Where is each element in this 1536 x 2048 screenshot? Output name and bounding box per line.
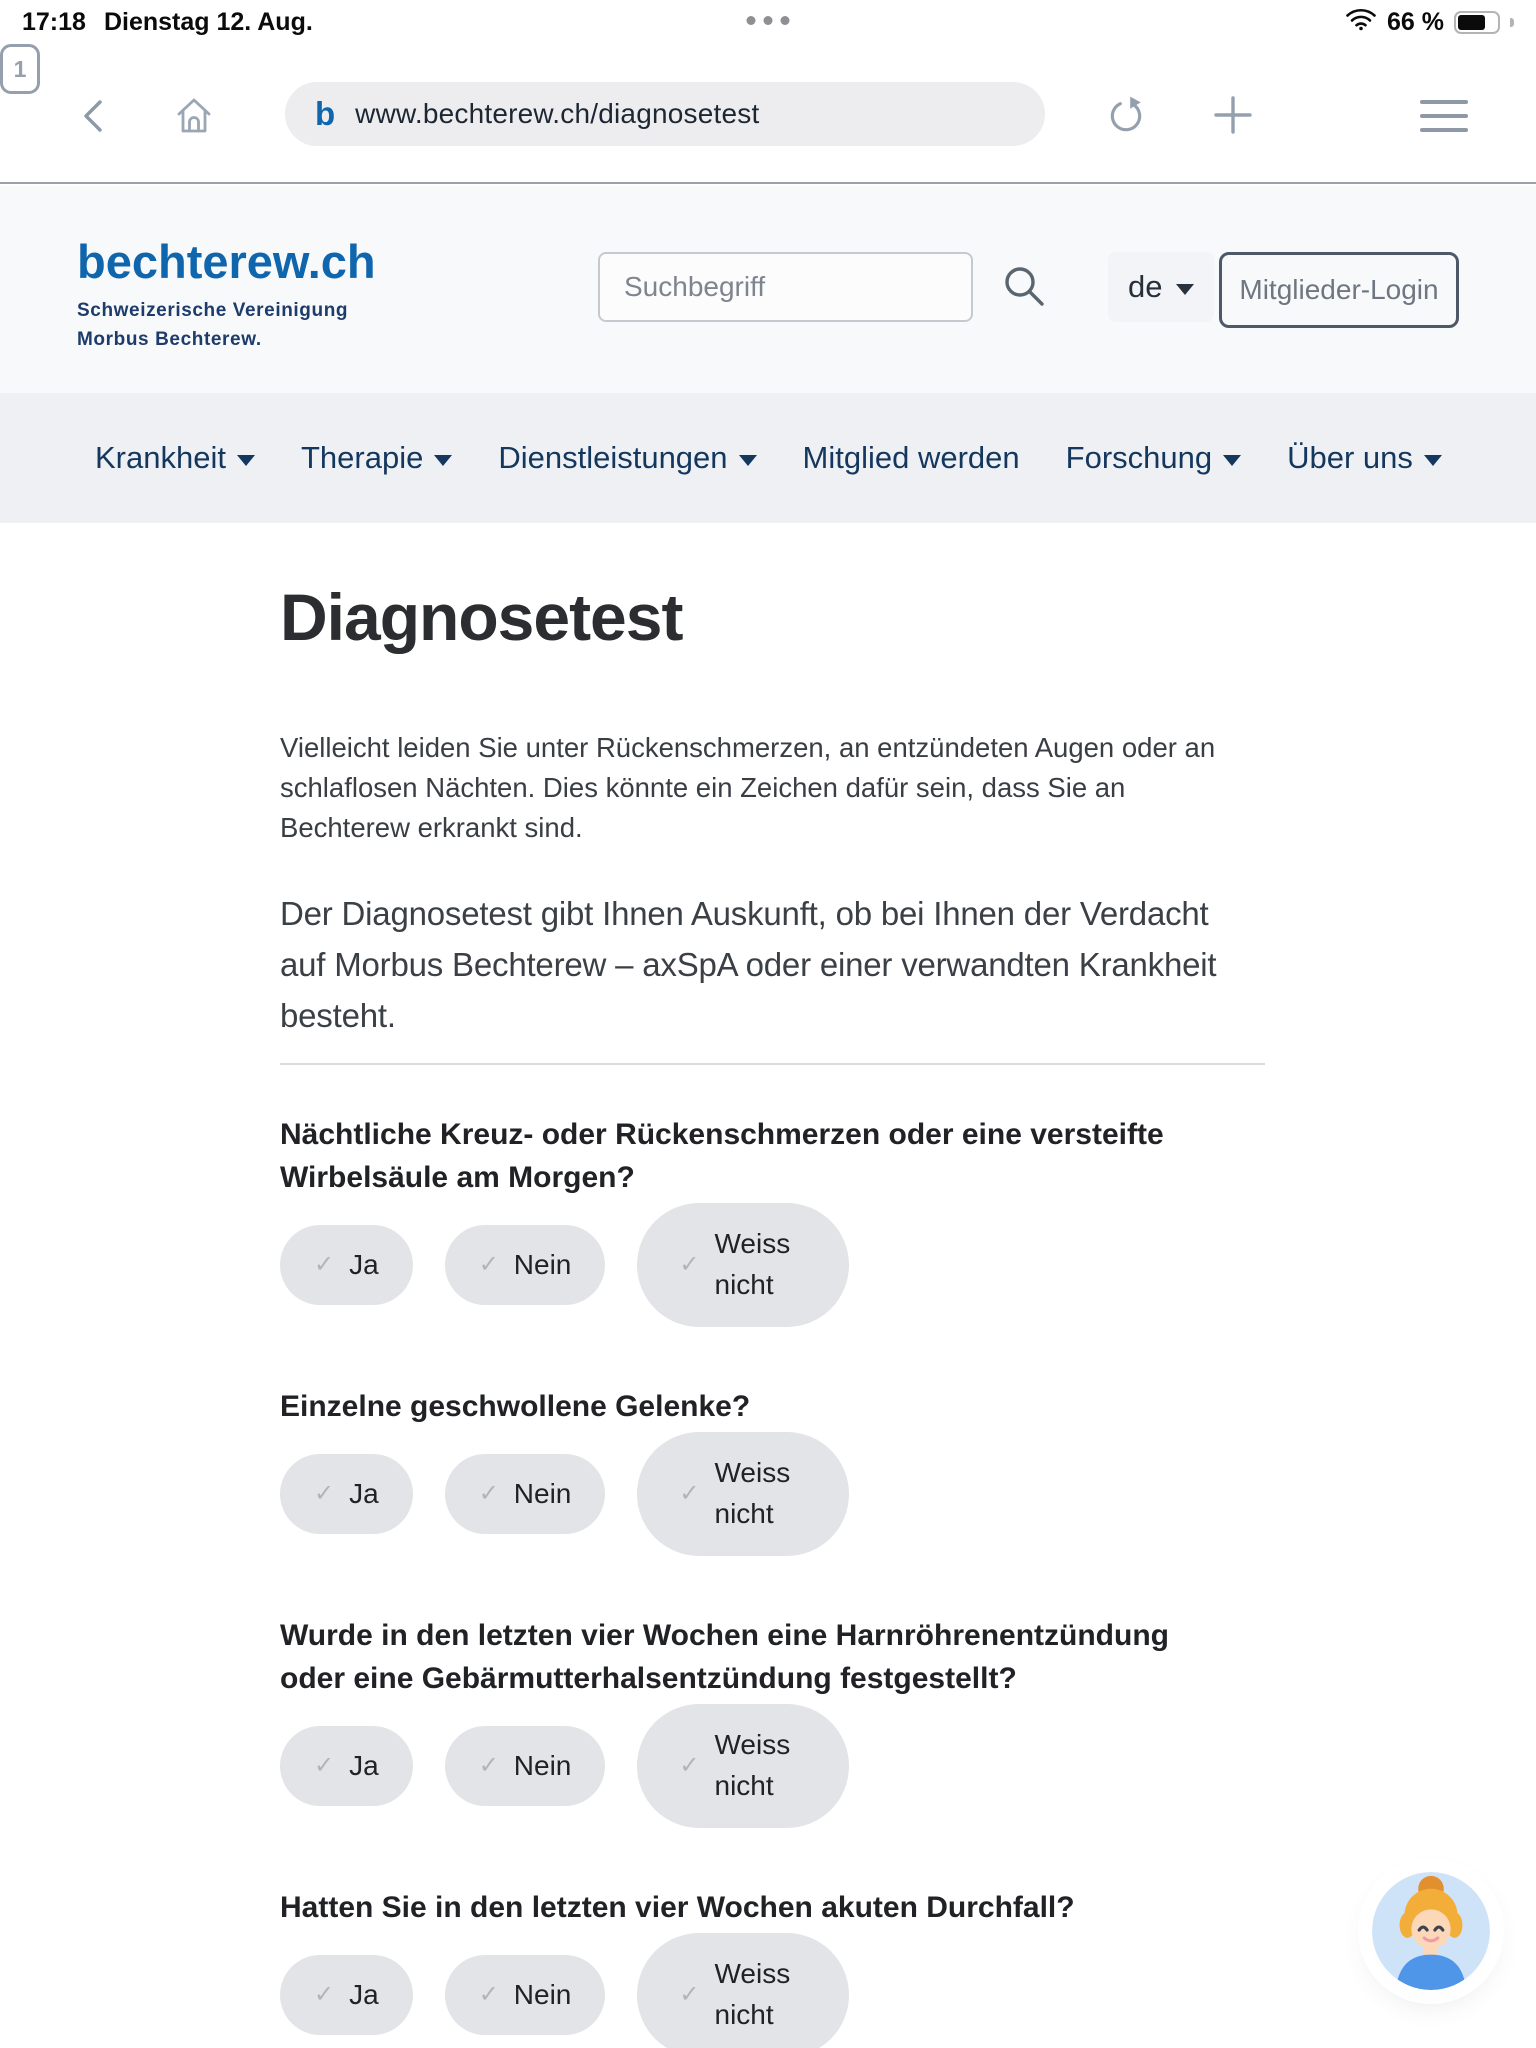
- chevron-down-icon: [237, 455, 255, 466]
- intro-paragraph-2: Der Diagnosetest gibt Ihnen Auskunft, ob bei Ihnen der Verdacht auf Morbus Bechterew – axSpA oder einer verwandten Krankheit besteht.: [280, 894, 1217, 1034]
- section-divider: [280, 1063, 1265, 1065]
- status-bar: [0, 0, 1536, 44]
- answer-weiss-nicht-button[interactable]: ✓ Weiss nicht: [637, 1203, 848, 1327]
- check-icon: ✓: [478, 1250, 499, 1278]
- check-icon: ✓: [679, 1250, 700, 1278]
- chevron-down-icon: [739, 455, 757, 466]
- status-time: 17:18: [22, 7, 86, 36]
- wifi-icon: [1345, 7, 1377, 38]
- question-block-3: [280, 1614, 1265, 1830]
- url-text: www.bechterew.ch/diagnosetest: [355, 98, 760, 129]
- check-icon: ✓: [679, 1980, 700, 2008]
- search-button[interactable]: [1000, 262, 1048, 313]
- question-block-1: [280, 1113, 1265, 1329]
- question-block-2: [280, 1385, 1265, 1558]
- logo-subtitle: Schweizerische Vereinigung Morbus Bechterew.: [77, 300, 349, 350]
- chevron-down-icon: [434, 455, 452, 466]
- check-icon: ✓: [314, 1479, 335, 1507]
- page-content: [280, 523, 1265, 2048]
- answer-ja-button[interactable]: ✓ Ja: [280, 1225, 413, 1305]
- answer-nein-button[interactable]: ✓ Nein: [445, 1955, 606, 2035]
- language-value: de: [1128, 269, 1163, 304]
- answer-weiss-nicht-button[interactable]: ✓ Weiss nicht: [637, 1933, 848, 2048]
- battery-tip: [1510, 18, 1514, 27]
- answer-nein-button[interactable]: ✓ Nein: [445, 1726, 606, 1806]
- answer-nein-button[interactable]: ✓ Nein: [445, 1225, 606, 1305]
- member-login-button[interactable]: [1219, 252, 1459, 328]
- answer-weiss-nicht-button[interactable]: ✓ Weiss nicht: [637, 1432, 848, 1556]
- logo-title: bechterew.ch: [77, 235, 376, 288]
- answer-ja-button[interactable]: ✓ Ja: [280, 1726, 413, 1806]
- chevron-down-icon: [1176, 284, 1194, 295]
- nav-item-forschung[interactable]: Forschung: [1066, 440, 1241, 476]
- tabs-button[interactable]: [0, 44, 40, 94]
- browser-toolbar: [0, 44, 1536, 184]
- search-input[interactable]: [598, 252, 973, 322]
- chevron-down-icon: [1424, 455, 1442, 466]
- nav-item-dienstleistungen[interactable]: Dienstleistungen: [498, 440, 756, 476]
- back-button[interactable]: [80, 98, 106, 137]
- battery-icon: [1454, 11, 1500, 34]
- answer-ja-button[interactable]: ✓ Ja: [280, 1955, 413, 2035]
- status-left: [22, 8, 313, 37]
- site-logo[interactable]: [77, 235, 376, 354]
- question-text: Nächtliche Kreuz- oder Rückenschmerzen oder eine versteifte Wirbelsäule am Morgen?: [280, 1117, 1164, 1194]
- check-icon: ✓: [679, 1751, 700, 1779]
- site-header: [0, 186, 1536, 393]
- question-text: Einzelne geschwollene Gelenke?: [280, 1389, 751, 1423]
- nav-item-krankheit[interactable]: Krankheit: [95, 440, 255, 476]
- nav-item-therapie[interactable]: Therapie: [301, 440, 452, 476]
- main-navigation: [0, 393, 1536, 523]
- reload-button[interactable]: [1105, 94, 1147, 139]
- status-date: Dienstag 12. Aug.: [103, 7, 313, 36]
- menu-button[interactable]: [1420, 100, 1468, 132]
- answer-row: [280, 1931, 1265, 2048]
- check-icon: ✓: [679, 1479, 700, 1507]
- member-login-label: Mitglieder-Login: [1239, 274, 1439, 305]
- language-dropdown[interactable]: [1108, 252, 1214, 322]
- question-block-4: [280, 1886, 1265, 2048]
- tab-count: 1: [13, 55, 27, 82]
- chevron-down-icon: [1223, 455, 1241, 466]
- address-bar[interactable]: [285, 82, 1045, 146]
- question-text: Hatten Sie in den letzten vier Wochen akuten Durchfall?: [280, 1890, 1075, 1924]
- answer-row: [280, 1430, 1265, 1558]
- site-favicon: b: [315, 95, 336, 132]
- page-title: Diagnosetest: [280, 580, 683, 654]
- answer-weiss-nicht-button[interactable]: ✓ Weiss nicht: [637, 1704, 848, 1828]
- multitask-handle-dots[interactable]: [747, 16, 790, 25]
- status-right: [1345, 7, 1514, 38]
- nav-item-ueber-uns[interactable]: Über uns: [1287, 440, 1442, 476]
- new-tab-button[interactable]: [1212, 94, 1254, 139]
- nav-item-mitglied-werden[interactable]: Mitglied werden: [802, 440, 1020, 475]
- question-text: Wurde in den letzten vier Wochen eine Harnröhrenentzündung oder eine Gebärmutterhalsentzündung festgestellt?: [280, 1618, 1169, 1695]
- check-icon: ✓: [478, 1980, 499, 2008]
- intro-paragraph-1: Vielleicht leiden Sie unter Rückenschmerzen, an entzündeten Augen oder an schlaflosen Nächten. Dies könnte ein Zeichen dafür sein, dass Sie an Bechterew erkrankt sind.: [280, 731, 1216, 843]
- battery-percent: 66 %: [1387, 7, 1444, 36]
- answer-nein-button[interactable]: ✓ Nein: [445, 1454, 606, 1534]
- check-icon: ✓: [314, 1980, 335, 2008]
- check-icon: ✓: [478, 1479, 499, 1507]
- answer-ja-button[interactable]: ✓ Ja: [280, 1454, 413, 1534]
- chat-widget-avatar[interactable]: [1372, 1872, 1490, 1990]
- check-icon: ✓: [478, 1751, 499, 1779]
- answer-row: [280, 1201, 1265, 1329]
- check-icon: ✓: [314, 1751, 335, 1779]
- check-icon: ✓: [314, 1250, 335, 1278]
- home-button[interactable]: [172, 94, 216, 139]
- answer-row: [280, 1702, 1265, 1830]
